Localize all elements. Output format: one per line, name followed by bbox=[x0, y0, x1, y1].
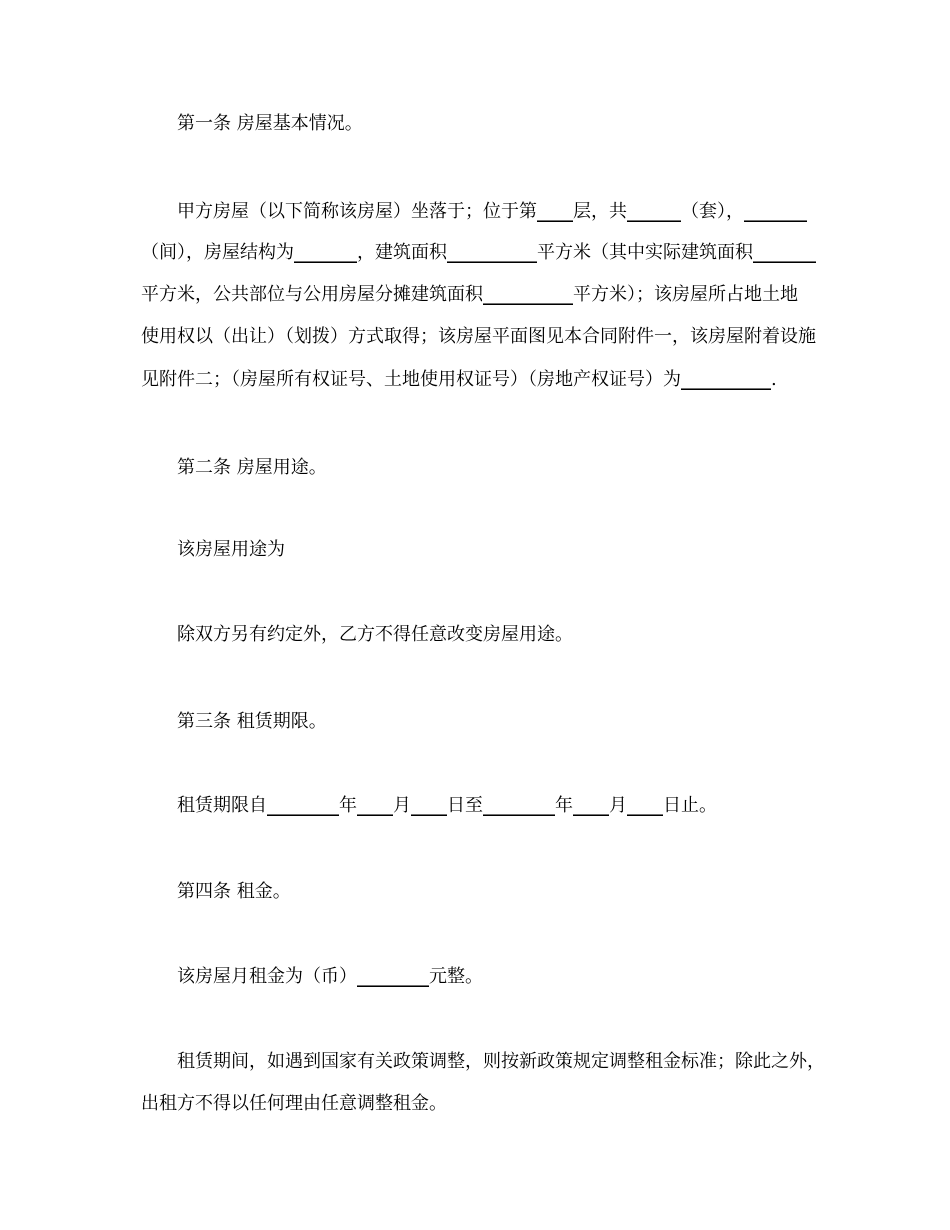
article-3-term bbox=[177, 794, 717, 818]
text-segment: 平方米）；该房屋所占地土地 bbox=[573, 284, 798, 305]
actual-area-blank: _______ bbox=[753, 242, 816, 263]
shared-area-blank: __________ bbox=[483, 284, 573, 305]
article-4-adjustment-line-2: 出租方不得以任何理由任意调整租金。 bbox=[141, 1093, 447, 1114]
article-1-line-2 bbox=[141, 241, 816, 265]
room-count-blank: _______ bbox=[744, 201, 807, 222]
building-area-blank: __________ bbox=[447, 242, 537, 263]
text-segment: 月 bbox=[393, 795, 411, 816]
floor-blank: ____ bbox=[537, 201, 573, 222]
text-segment: 平方米（其中实际建筑面积 bbox=[537, 242, 753, 263]
structure-blank: _______ bbox=[294, 242, 357, 263]
article-1-line-4 bbox=[141, 325, 816, 349]
end-month-blank: ____ bbox=[573, 795, 609, 816]
article-2-restriction: 除双方另有约定外，乙方不得任意改变房屋用途。 bbox=[177, 624, 573, 645]
article-4-adjustment-line-1: 租赁期间，如遇到国家有关政策调整，则按新政策规定调整租金标准；除此之外， bbox=[177, 1051, 825, 1072]
text-segment: 该房屋月租金为（币） bbox=[177, 966, 357, 987]
text-segment: 甲方房屋（以下简称该房屋）坐落于；位于第 bbox=[177, 201, 537, 222]
text-segment: 年 bbox=[555, 795, 573, 816]
text-segment: 日止。 bbox=[663, 795, 717, 816]
start-month-blank: ____ bbox=[357, 795, 393, 816]
monthly-rent-blank: ________ bbox=[357, 966, 429, 987]
end-day-blank: ____ bbox=[627, 795, 663, 816]
article-1-line-1 bbox=[177, 200, 807, 224]
article-1-heading: 第一条 房屋基本情况。 bbox=[177, 113, 363, 134]
text-segment: 年 bbox=[339, 795, 357, 816]
end-year-blank: ________ bbox=[483, 795, 555, 816]
text-segment: 月 bbox=[609, 795, 627, 816]
start-year-blank: ________ bbox=[267, 795, 339, 816]
article-4-heading: 第四条 租金。 bbox=[177, 881, 291, 902]
article-2-usage: 该房屋用途为 bbox=[177, 539, 285, 560]
text-segment: 元整。 bbox=[429, 966, 483, 987]
article-1-line-3 bbox=[141, 283, 798, 307]
text-segment: 见附件二；（房屋所有权证号、土地使用权证号）（房地产权证号）为 bbox=[141, 369, 681, 390]
certificate-number-blank: __________ bbox=[681, 369, 771, 390]
unit-count-blank: ______ bbox=[627, 201, 681, 222]
text-segment: （套）， bbox=[681, 201, 744, 222]
text-segment: 层，共 bbox=[573, 201, 627, 222]
article-4-rent bbox=[177, 965, 483, 989]
text-segment: 租赁期限自 bbox=[177, 795, 267, 816]
article-1-line-5 bbox=[141, 368, 777, 392]
article-2-heading: 第二条 房屋用途。 bbox=[177, 457, 327, 478]
article-3-heading: 第三条 租赁期限。 bbox=[177, 711, 327, 732]
text-segment: 日至 bbox=[447, 795, 483, 816]
text-segment: 平方米，公共部位与公用房屋分摊建筑面积 bbox=[141, 284, 483, 305]
text-segment: ，建筑面积 bbox=[357, 242, 447, 263]
text-segment: （间），房屋结构为 bbox=[141, 242, 294, 263]
text-segment: 使用权以（出让）（划拨）方式取得；该房屋平面图见本合同附件一，该房屋附着设施 bbox=[141, 326, 816, 347]
start-day-blank: ____ bbox=[411, 795, 447, 816]
text-segment: . bbox=[771, 369, 777, 390]
